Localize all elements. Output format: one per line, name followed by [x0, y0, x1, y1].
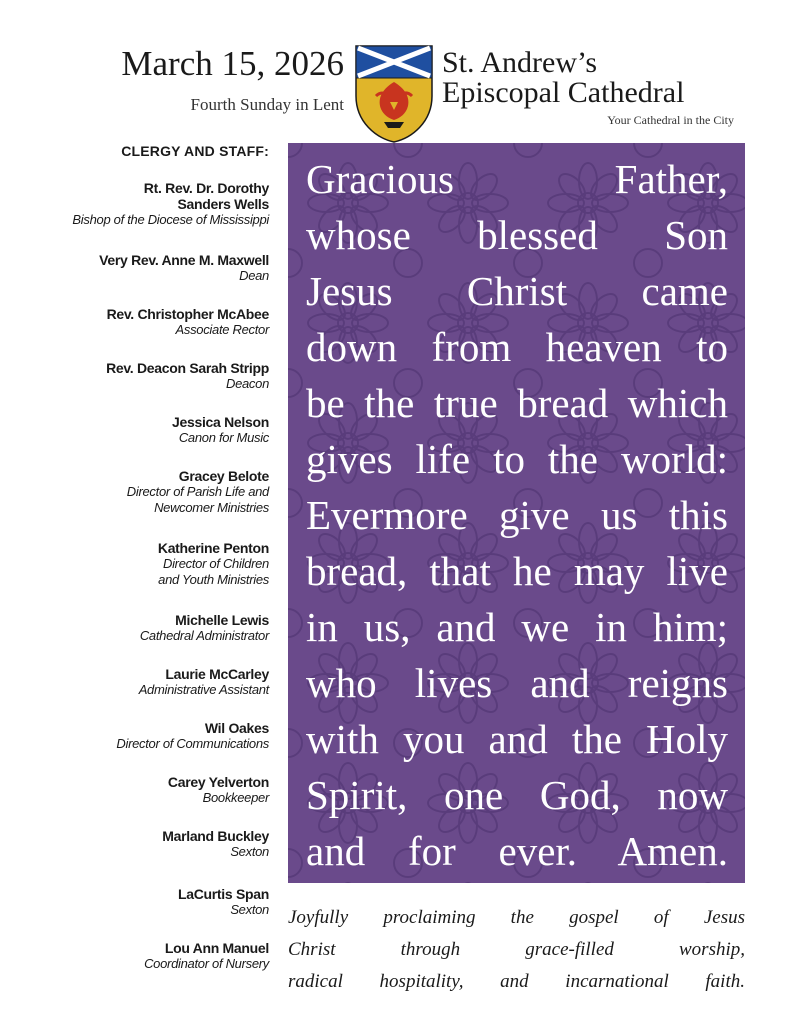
staff-name: Lou Ann Manuel [164, 940, 269, 956]
prayer-line: gives life to the world: [306, 436, 728, 482]
prayer-line: with you and the Holy [306, 716, 728, 762]
staff-name: Gracey Belote [178, 468, 269, 484]
mission-line: radical hospitality, and incarnational faith. [288, 971, 745, 992]
staff-entry [20, 180, 269, 228]
staff-name: Rt. Rev. Dr. Dorothy [143, 180, 269, 196]
staff-title: Bookkeeper [202, 790, 269, 805]
cathedral-name-line2: Episcopal Cathedral [442, 76, 685, 109]
prayer-line: bread, that he may live [306, 548, 728, 594]
cathedral-tagline: Your Cathedral in the City [607, 113, 734, 127]
staff-name: Michelle Lewis [175, 612, 269, 628]
prayer-line: whose blessed Son [306, 212, 728, 258]
cathedral-crest-icon [354, 44, 434, 144]
staff-title: Dean [239, 268, 269, 283]
staff-entry [20, 940, 269, 972]
staff-entry [20, 468, 269, 516]
prayer-line: be the true bread which [306, 380, 728, 426]
staff-entry [20, 720, 269, 752]
staff-title: Administrative Assistant [138, 682, 269, 697]
staff-entry [20, 414, 269, 446]
staff-title: Sexton [230, 844, 269, 859]
staff-entry [20, 828, 269, 860]
staff-title: Canon for Music [178, 430, 269, 445]
cathedral-name-line1: St. Andrew’s [442, 46, 598, 79]
staff-title: Associate Rector [175, 322, 269, 337]
prayer-line: Evermore give us this [306, 492, 728, 538]
staff-entry [20, 306, 269, 338]
mission-statement [288, 902, 745, 998]
staff-entry [20, 360, 269, 392]
staff-title: Director of Parish Life and [126, 484, 269, 499]
staff-title: Bishop of the Diocese of Mississippi [72, 212, 269, 227]
staff-name: Jessica Nelson [172, 414, 269, 430]
liturgical-day: Fourth Sunday in Lent [190, 95, 344, 114]
staff-title: Sexton [230, 902, 269, 917]
prayer-box [288, 143, 745, 883]
staff-title: Cathedral Administrator [139, 628, 269, 643]
staff-entry [20, 252, 269, 284]
prayer-line: Gracious Father, [306, 156, 728, 202]
staff-title: Coordinator of Nursery [144, 956, 269, 971]
staff-title: Deacon [225, 376, 269, 391]
staff-name: Wil Oakes [204, 720, 269, 736]
prayer-line: Spirit, one God, now [306, 772, 728, 818]
staff-title: Newcomer Ministries [154, 500, 269, 515]
prayer-line: in us, and we in him; [306, 604, 728, 650]
staff-name: Sanders Wells [177, 196, 269, 212]
prayer-line: down from heaven to [306, 324, 728, 370]
staff-entry [20, 774, 269, 806]
staff-name: Laurie McCarley [165, 666, 269, 682]
staff-entry [20, 666, 269, 698]
date-heading: March 15, 2026 [121, 44, 344, 83]
staff-entry [20, 886, 269, 918]
staff-title: Director of Communications [116, 736, 269, 751]
staff-name: Carey Yelverton [167, 774, 269, 790]
staff-title: Director of Children [163, 556, 269, 571]
prayer-text [306, 151, 728, 879]
staff-entry [20, 612, 269, 644]
staff-name: Very Rev. Anne M. Maxwell [99, 252, 269, 268]
prayer-line: Jesus Christ came [306, 268, 728, 314]
staff-name: Rev. Deacon Sarah Stripp [106, 360, 269, 376]
prayer-line: who lives and reigns [306, 660, 728, 706]
staff-name: Marland Buckley [162, 828, 269, 844]
staff-entry [20, 540, 269, 588]
staff-heading: CLERGY AND STAFF: [121, 143, 269, 159]
staff-name: Katherine Penton [157, 540, 269, 556]
staff-name: Rev. Christopher McAbee [106, 306, 269, 322]
prayer-line: and for ever. Amen. [306, 828, 728, 874]
staff-title: and Youth Ministries [158, 572, 269, 587]
staff-name: LaCurtis Span [177, 886, 269, 902]
mission-line: Christ through grace-filled worship, [288, 939, 745, 960]
mission-line: Joyfully proclaiming the gospel of Jesus [288, 907, 745, 928]
